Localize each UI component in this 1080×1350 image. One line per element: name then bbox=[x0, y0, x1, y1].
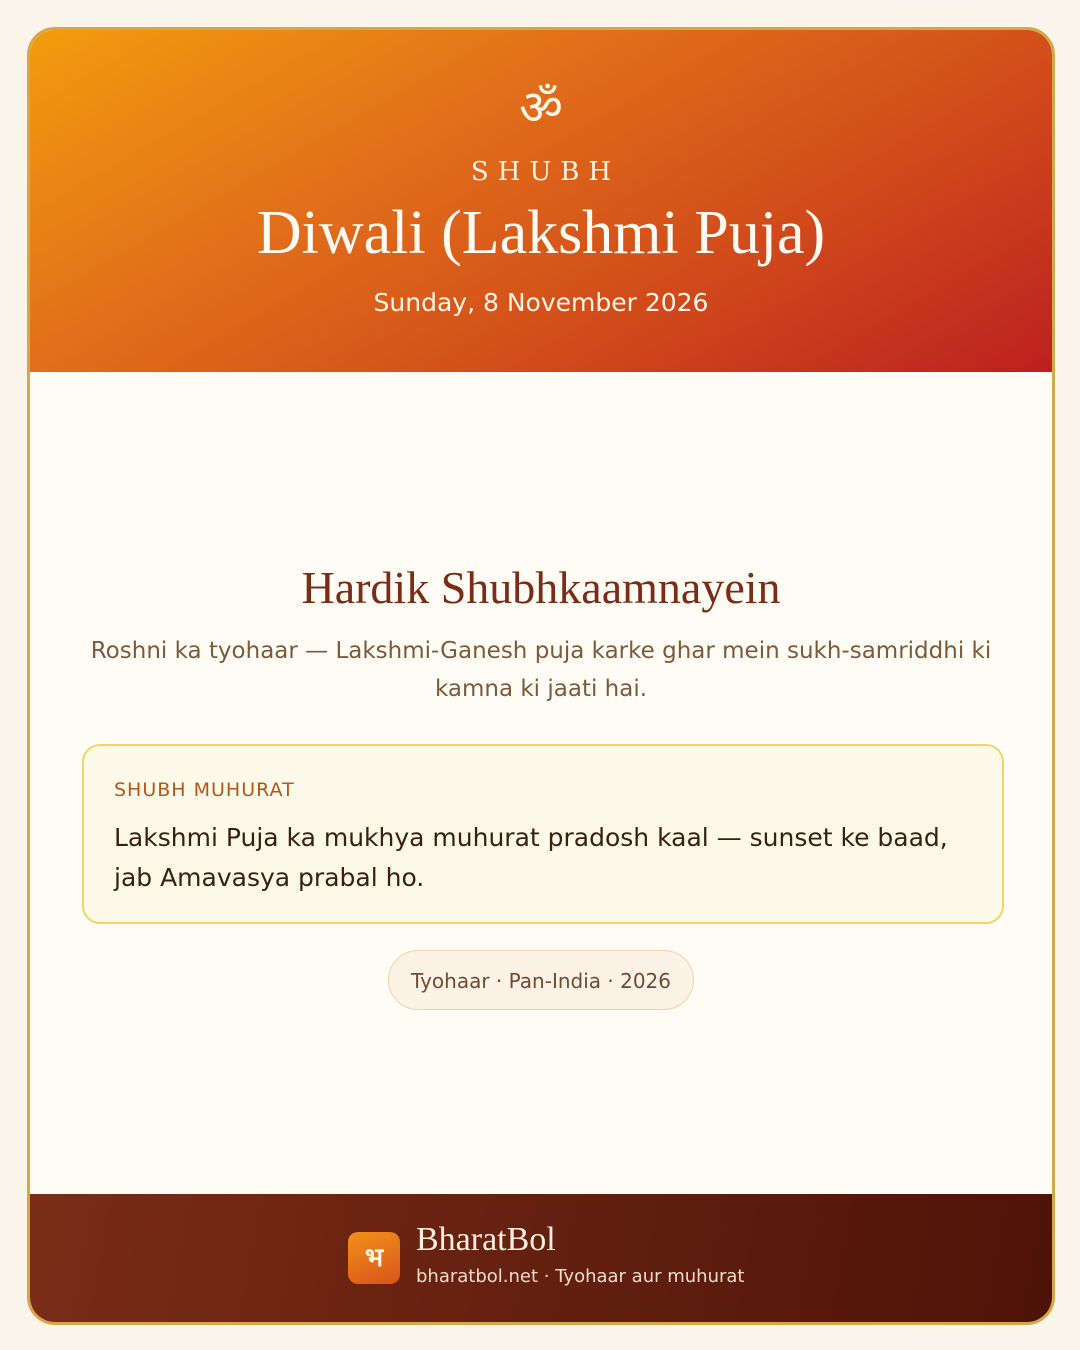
festival-date: Sunday, 8 November 2026 bbox=[373, 288, 709, 317]
header-kicker: SHUBH bbox=[470, 157, 621, 187]
muhurat-label: SHUBH MUHURAT bbox=[114, 779, 295, 801]
festival-description: Roshni ka tyohaar — Lakshmi-Ganesh puja karke ghar mein sukh-samriddhi ki kamna ki jaati hai. bbox=[90, 638, 992, 702]
brand-tagline: bharatbol.net · Tyohaar aur muhurat bbox=[416, 1266, 745, 1287]
card-header bbox=[30, 30, 1052, 372]
brand-name: BharatBol bbox=[416, 1221, 556, 1258]
greeting-card bbox=[27, 27, 1055, 1325]
category-pill: Tyohaar · Pan-India · 2026 bbox=[388, 950, 694, 1010]
muhurat-text: Lakshmi Puja ka mukhya muhurat pradosh kaal — sunset ke baad, jab Amavasya prabal ho. bbox=[114, 823, 948, 892]
festival-title: Diwali (Lakshmi Puja) bbox=[256, 199, 826, 267]
greeting-heading: Hardik Shubhkaamnayein bbox=[301, 562, 781, 613]
muhurat-box bbox=[82, 744, 1004, 924]
om-icon: ॐ bbox=[519, 80, 563, 136]
card-footer bbox=[30, 1194, 1052, 1322]
bha-letter-logo-icon: भ bbox=[348, 1232, 400, 1284]
